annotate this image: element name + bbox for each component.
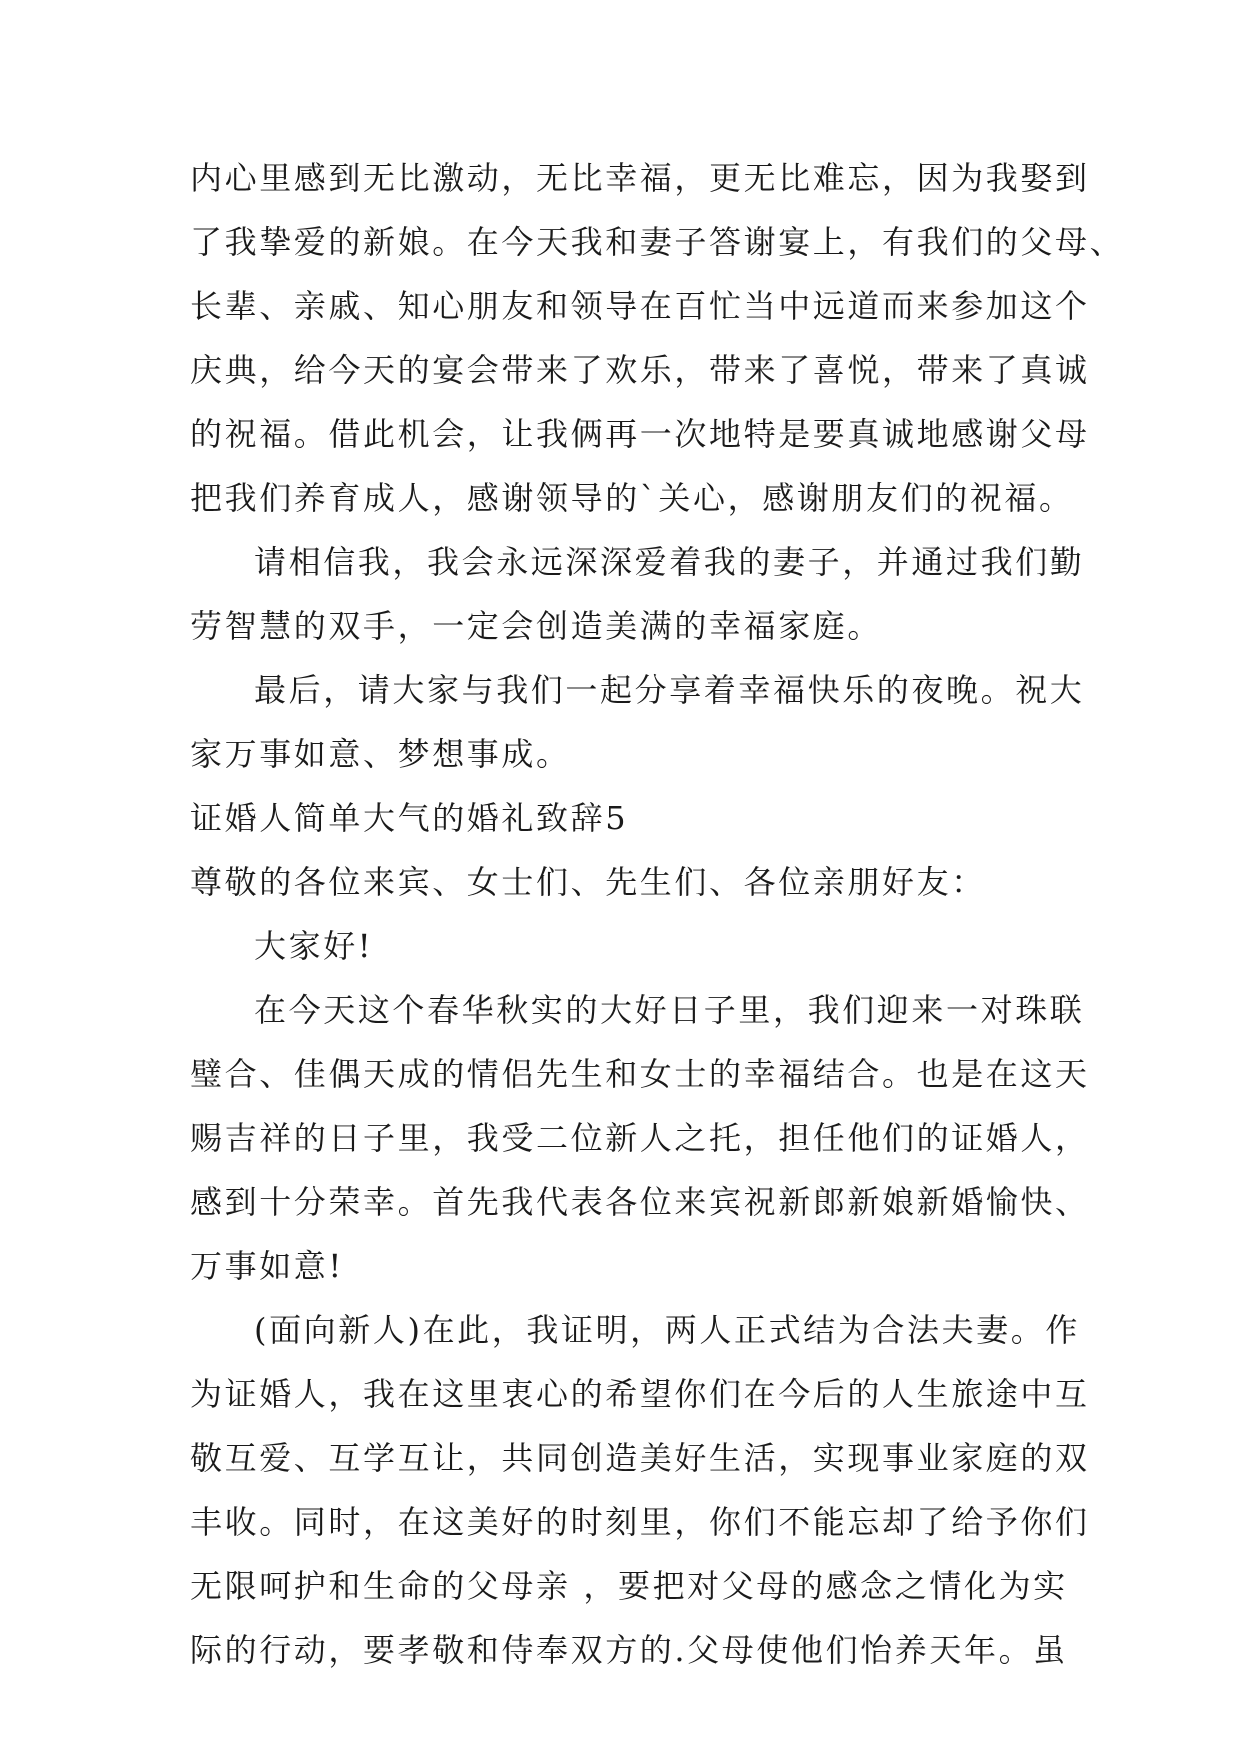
greeting-line: 大家好!	[254, 927, 374, 965]
paragraph-line: 家万事如意、梦想事成。	[190, 735, 571, 773]
paragraph-line: 了我挚爱的新娘。在今天我和妻子答谢宴上，有我们的父母、	[190, 223, 1125, 261]
paragraph-line: 为证婚人，我在这里衷心的希望你们在今后的人生旅途中互	[190, 1375, 1090, 1413]
paragraph-line: 丰收。同时，在这美好的时刻里，你们不能忘却了给予你们	[190, 1503, 1090, 1541]
paragraph-line: 万事如意!	[190, 1247, 344, 1285]
paragraph-line: 长辈、亲戚、知心朋友和领导在百忙当中远道而来参加这个	[190, 287, 1090, 325]
paragraph-line: 敬互爱、互学互让，共同创造美好生活，实现事业家庭的双	[190, 1439, 1090, 1477]
paragraph-line: 感到十分荣幸。首先我代表各位来宾祝新郎新娘新婚愉快、	[190, 1183, 1090, 1221]
paragraph-line: 际的行动，要孝敬和侍奉双方的.父母使他们怡养天年。虽	[190, 1631, 1068, 1669]
paragraph-line: 内心里感到无比激动，无比幸福，更无比难忘，因为我娶到	[190, 159, 1090, 197]
paragraph-line: 赐吉祥的日子里，我受二位新人之托，担任他们的证婚人，	[190, 1119, 1090, 1157]
section-heading: 证婚人简单大气的婚礼致辞5	[190, 799, 629, 837]
paragraph-line: 请相信我，我会永远深深爱着我的妻子，并通过我们勤	[254, 543, 1085, 581]
salutation-line: 尊敬的各位来宾、女士们、先生们、各位亲朋好友：	[190, 863, 986, 901]
paragraph-line: 最后，请大家与我们一起分享着幸福快乐的夜晚。祝大	[254, 671, 1085, 709]
paragraph-line: 庆典，给今天的宴会带来了欢乐，带来了喜悦，带来了真诚	[190, 351, 1090, 389]
paragraph-line: 把我们养育成人，感谢领导的`关心，感谢朋友们的祝福。	[190, 479, 1074, 517]
paragraph-line: 在今天这个春华秋实的大好日子里，我们迎来一对珠联	[254, 991, 1085, 1029]
paragraph-line: 璧合、佳偶天成的情侣先生和女士的幸福结合。也是在这天	[190, 1055, 1090, 1093]
paragraph-line: (面向新人)在此，我证明，两人正式结为合法夫妻。作	[254, 1311, 1080, 1349]
paragraph-line: 劳智慧的双手，一定会创造美满的幸福家庭。	[190, 607, 883, 645]
paragraph-line: 的祝福。借此机会，让我俩再一次地特是要真诚地感谢父母	[190, 415, 1090, 453]
paragraph-line: 无限呵护和生命的父母亲 ，要把对父母的感念之情化为实	[190, 1567, 1068, 1605]
